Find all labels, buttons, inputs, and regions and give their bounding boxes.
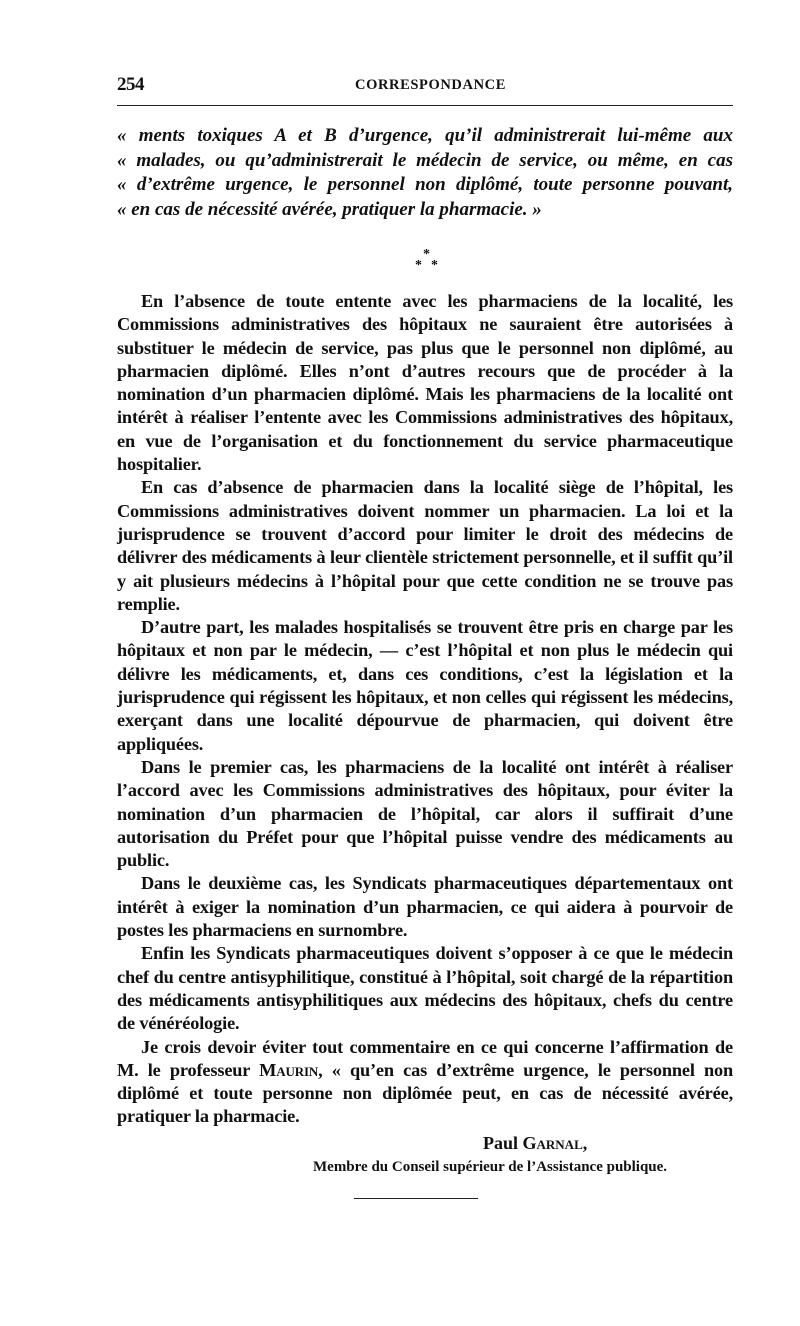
quoted-excerpt	[117, 124, 733, 223]
quote-line: « en cas de nécessité avérée, pratiquer la pharmacie. »	[117, 199, 542, 221]
running-title: CORRESPONDANCE	[355, 77, 506, 93]
paragraph: En cas d’absence de pharmacien dans la localité siège de l’hôpital, les Commissions administratives doivent nommer un pharmacien. La loi et la jurisprudence se trouvent d’accord pour limiter le droit des médecins de délivrer des médicaments à leur clientèle strictement personnelle, et il suffit qu’il y ait plusieurs médecins à l’hôpital pour que cette condition ne se trouve pas remplie.	[117, 477, 733, 614]
author-last-name: Garnal	[522, 1133, 583, 1153]
quote-line: « ments toxiques A et B d’urgence, qu’il administrerait lui-même aux	[117, 125, 733, 146]
cited-professor-name: Maurin	[259, 1059, 319, 1080]
page-number: 254	[117, 74, 144, 95]
paragraph: Dans le premier cas, les pharmaciens de la localité ont intérêt à réaliser l’accord avec les Commissions administratives des hôpitaux, pour éviter la nomination d’un pharmacien de l’hôpital, car alors il suffirait d’une autorisation du Préfet pour que l’hôpital puisse vendre des médicaments au public.	[117, 756, 733, 871]
asterism-star: *	[423, 247, 430, 262]
final-paragraph-start: Je crois devoir éviter tout commentaire en ce qui concerne l’affirmation de M. le professeur	[117, 1036, 733, 1080]
asterism-star: *	[415, 258, 422, 273]
author-name-suffix: ,	[582, 1133, 588, 1153]
closing-rule	[354, 1198, 478, 1199]
paragraph: Enfin les Syndicats pharmaceutiques doivent s’opposer à ce que le médecin chef du centre antisyphilitique, constitué à l’hôpital, soit chargé de la répartition des médicaments antisyphilitiques aux médecins des hôpitaux, chefs du centre de vénéréologie.	[117, 943, 733, 1034]
author-title: Membre du Conseil supérieur de l’Assistance publique.	[313, 1159, 668, 1175]
final-paragraph-end: , « qu’en cas d’extrême urgence, le personnel non diplômé et toute personne non diplômée peut, en cas de nécessité avérée, pratiquer la pharmacie.	[117, 1059, 733, 1127]
asterism-star: *	[431, 258, 438, 273]
quote-line: « malades, ou qu’administrerait le médecin de service, ou même, en cas	[117, 149, 733, 171]
author-name	[483, 1133, 587, 1154]
author-first-name: Paul	[483, 1133, 523, 1153]
paragraph: D’autre part, les malades hospitalisés se trouvent être pris en charge par les hôpitaux et non par le médecin, — c’est l’hôpital et non plus le médecin qui délivre les médicaments, et, dans ces conditions, c’est la législation et la jurisprudence qui régissent les hôpitaux, et non celles qui régissent les médecins, exerçant dans une localité dépourvue de pharmacien, qui doivent être appliquées.	[117, 617, 733, 754]
running-head	[117, 74, 735, 102]
quote-line: « d’extrême urgence, le personnel non diplômé, toute personne pouvant,	[117, 174, 733, 196]
paragraph: En l’absence de toute entente avec les pharmaciens de la localité, les Commissions administratives des hôpitaux ne sauraient être autorisées à substituer le médecin de service, pas plus que le personnel non diplômé, au pharmacien diplômé. Elles n’ont d’autres recours que de procéder à la nomination d’un pharmacien diplômé. Mais les pharmaciens de la localité ont intérêt à réaliser l’entente avec les Commissions administratives des hôpitaux, en vue de l’organisation et du fonctionnement du service pharmaceutique hospitalier.	[117, 291, 733, 475]
article-body	[117, 290, 733, 1129]
asterism-divider	[410, 248, 450, 278]
paragraph: Dans le deuxième cas, les Syndicats pharmaceutiques départementaux ont intérêt à exiger la nomination d’un pharmacien, ce qui aidera à pourvoir de postes les pharmaciens en surnombre.	[117, 873, 733, 941]
signature-block	[117, 1130, 737, 1190]
final-paragraph	[117, 1036, 733, 1129]
header-rule	[117, 105, 733, 106]
